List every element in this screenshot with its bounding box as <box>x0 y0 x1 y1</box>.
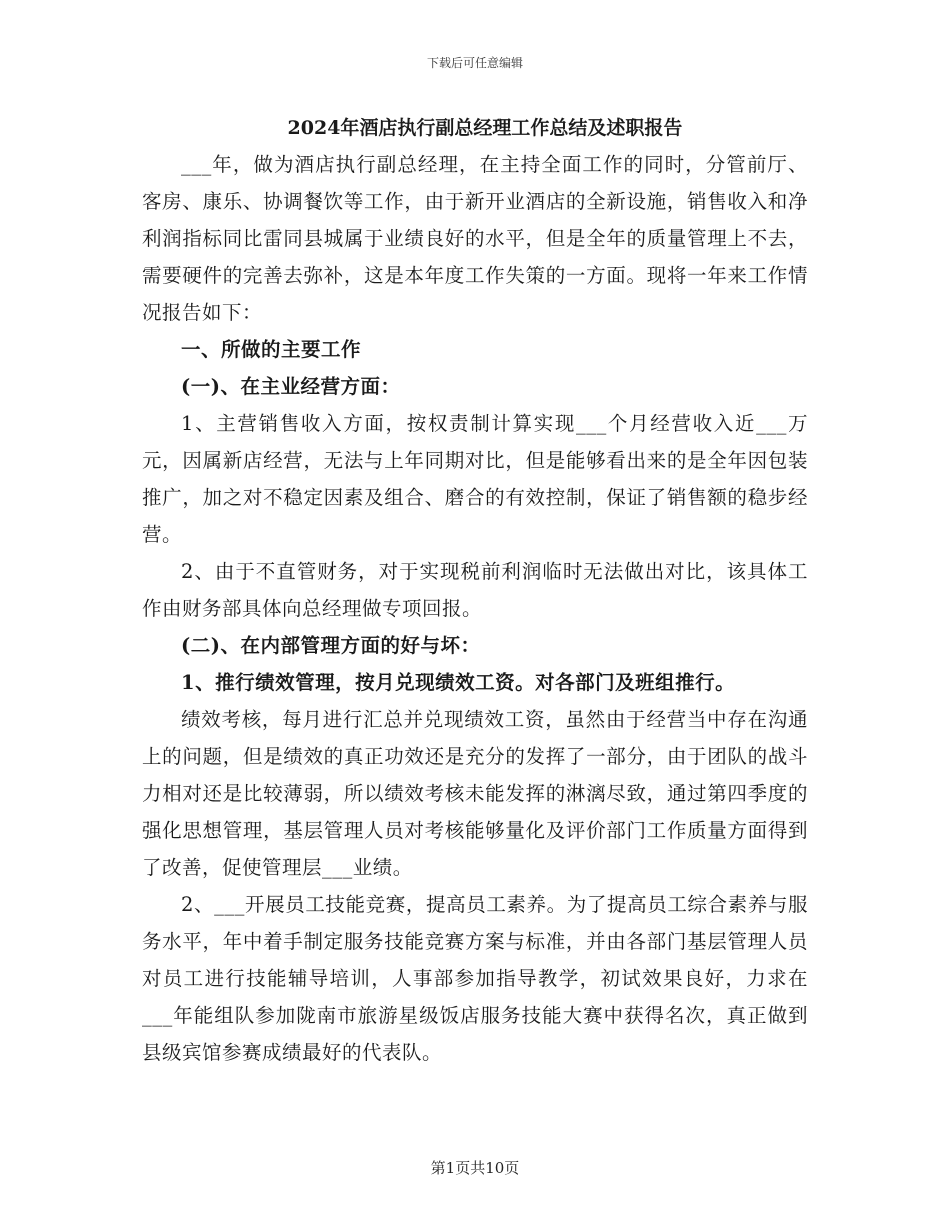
paragraph-skills-competition: 2、___开展员工技能竞赛，提高员工素养。为了提高员工综合素养与服务水平，年中着手制定服务技能竞赛方案与标准，并由各部门基层管理人员对员工进行技能辅导培训，人事部参加指导教学，初试效果良好，力求在___年能组队参加陇南市旅游星级饭店服务技能大赛中获得名次，真正做到县级宾馆参赛成绩最好的代表队。 <box>142 893 808 1064</box>
subsection-heading-internal-management: (二)、在内部管理方面的好与坏： <box>181 634 481 657</box>
paragraph-performance-review: 绩效考核，每月进行汇总并兑现绩效工资，虽然由于经营当中存在沟通上的问题，但是绩效的真正功效还是充分的发挥了一部分，由于团队的战斗力相对还是比较薄弱，所以绩效考核未能发挥的淋漓尽致，通过第四季度的强化思想管理，基层管理人员对考核能够量化及评价部门工作质量方面得到了改善，促使管理层___业绩。 <box>142 708 808 879</box>
paragraph-sales-revenue: 1、主营销售收入方面，按权责制计算实现___个月经营收入近___万元，因属新店经营，无法与上年同期对比，但是能够看出来的是全年因包装推广，加之对不稳定因素及组合、磨合的有效控制，保证了销售额的稳步经营。 <box>142 412 808 546</box>
item-heading-performance: 1、推行绩效管理，按月兑现绩效工资。对各部门及班组推行。 <box>181 671 736 694</box>
header-note: 下载后可任意编辑 <box>426 56 523 70</box>
page-number: 第1页共10页 <box>430 1159 520 1177</box>
paragraph-profit: 2、由于不直管财务，对于实现税前利润临时无法做出对比，该具体工作由财务部具体向总经理做专项回报。 <box>142 560 808 620</box>
subsection-heading-business: (一)、在主业经营方面： <box>181 375 401 398</box>
document-body <box>142 110 808 1071</box>
document-title: 2024年酒店执行副总经理工作总结及述职报告 <box>287 117 683 139</box>
section-heading-main-work: 一、所做的主要工作 <box>181 338 362 361</box>
paragraph-intro: ___年，做为酒店执行副总经理，在主持全面工作的同时，分管前厅、客房、康乐、协调餐饮等工作，由于新开业酒店的全新设施，销售收入和净利润指标同比雷同县城属于业绩良好的水平，但是全年的质量管理上不去，需要硬件的完善去弥补，这是本年度工作失策的一方面。现将一年来工作情况报告如下： <box>142 153 808 324</box>
